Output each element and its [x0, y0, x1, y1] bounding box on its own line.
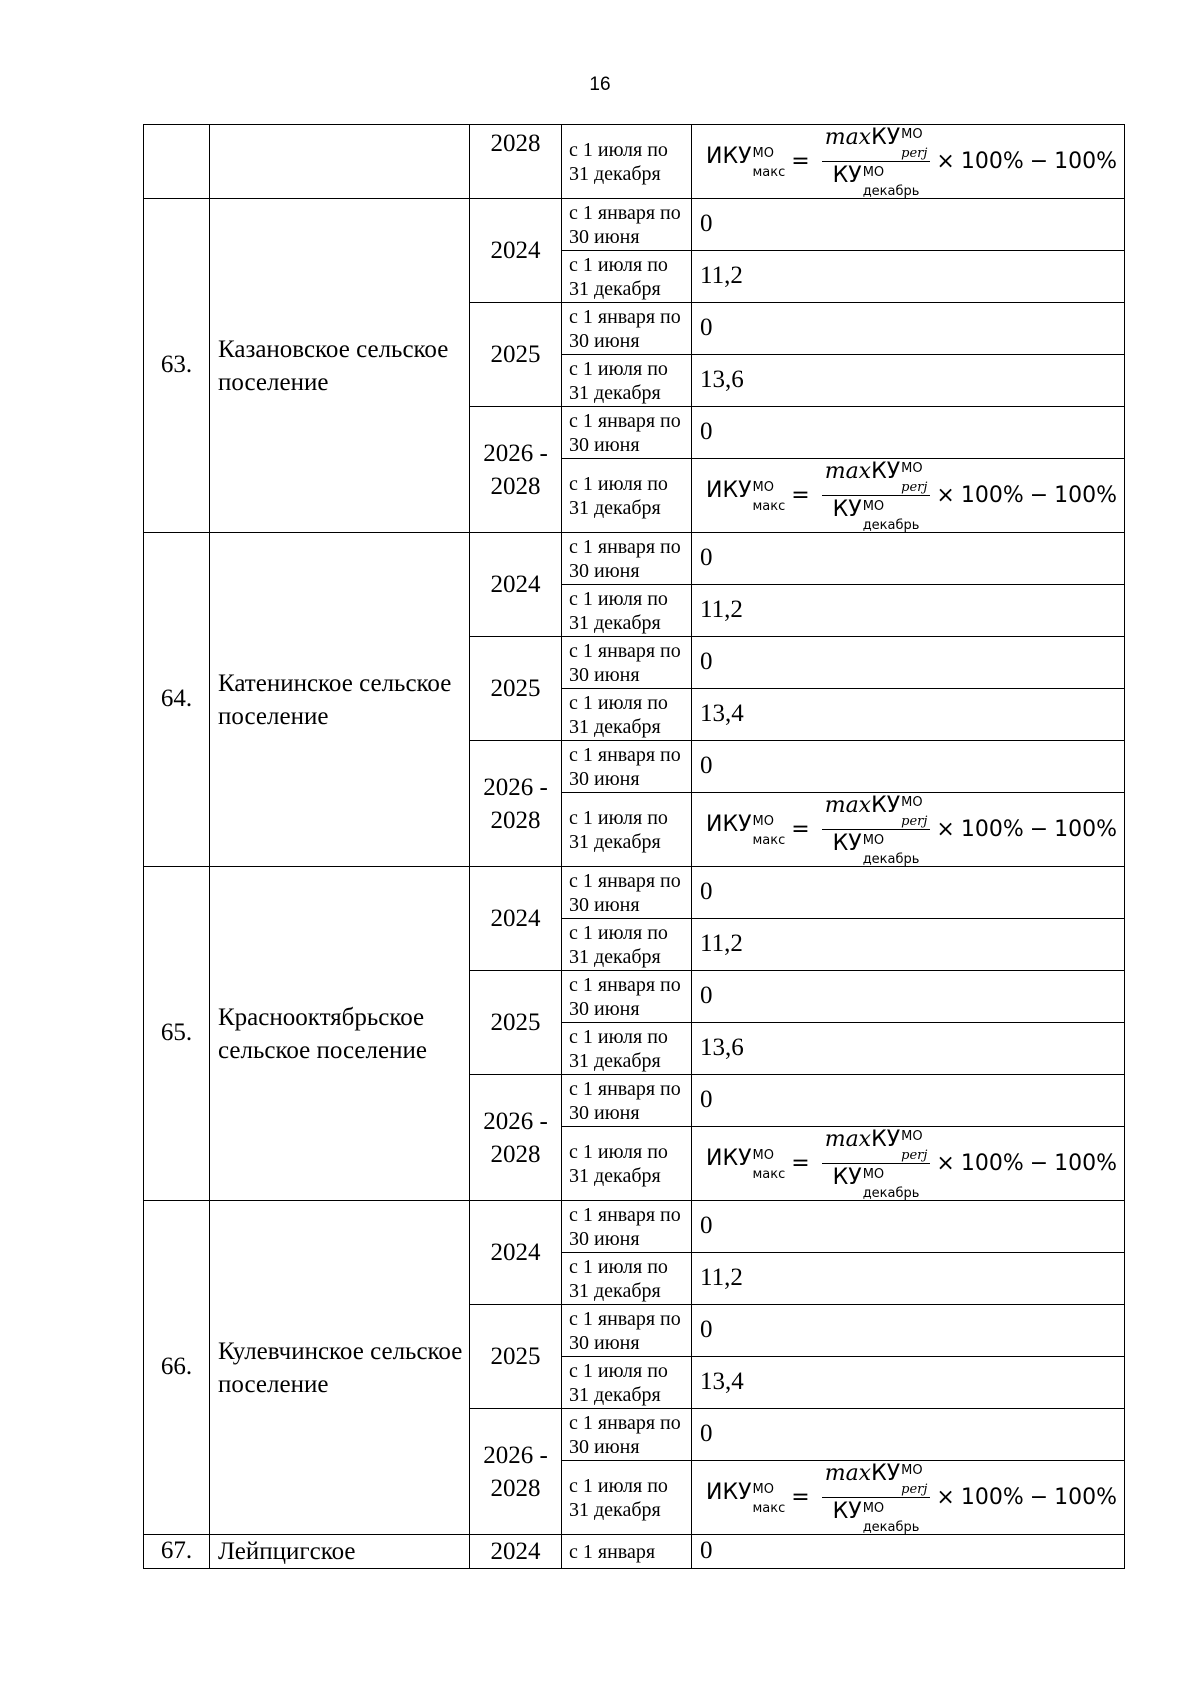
page-number: 16 [589, 74, 611, 95]
value-cell: 13,4 [692, 1357, 1125, 1409]
period-cell: с 1 января по 30 июня [562, 1201, 692, 1253]
value-cell: 13,4 [692, 689, 1125, 741]
period-cell: с 1 июля по 31 декабря [562, 355, 692, 407]
year-cell: 2026 - 2028 [470, 1409, 562, 1535]
settlement-name-cell: Казановское сельское поселение [210, 199, 470, 533]
period-cell: с 1 января по 30 июня [562, 533, 692, 585]
period-cell: с 1 января по 30 июня [562, 407, 692, 459]
row-number-cell: 66. [144, 1201, 210, 1535]
value-cell: 0 [692, 1409, 1125, 1461]
value-cell: 0 [692, 971, 1125, 1023]
value-cell: 0 [692, 637, 1125, 689]
period-cell: с 1 января по 30 июня [562, 637, 692, 689]
value-cell [692, 459, 1125, 533]
value-cell: 0 [692, 867, 1125, 919]
period-cell: с 1 января по 30 июня [562, 199, 692, 251]
period-cell: с 1 июля по 31 декабря [562, 1357, 692, 1409]
year-cell: 2024 [470, 867, 562, 971]
period-cell: с 1 июля по 31 декабря [562, 1023, 692, 1075]
formula: ИКУ МО макс = max КУ МО perj КУ МО декабрь × 100% − 100% [706, 1461, 1118, 1535]
year-cell: 2025 [470, 303, 562, 407]
table-row [144, 1535, 1125, 1569]
period-cell: с 1 июля по 31 декабря [562, 1461, 692, 1535]
table-row [144, 199, 1125, 251]
formula: ИКУ МО макс = max КУ МО perj КУ МО декабрь × 100% − 100% [706, 125, 1118, 199]
value-cell [692, 793, 1125, 867]
tariff-index-table [143, 124, 1125, 1569]
period-cell: с 1 июля по 31 декабря [562, 1127, 692, 1201]
value-cell [692, 1461, 1125, 1535]
value-cell: 13,6 [692, 1023, 1125, 1075]
period-cell: с 1 января по 30 июня [562, 971, 692, 1023]
value-cell: 0 [692, 1201, 1125, 1253]
value-cell: 11,2 [692, 1253, 1125, 1305]
value-cell [692, 125, 1125, 199]
period-cell: с 1 июля по 31 декабря [562, 919, 692, 971]
year-cell: 2026 - 2028 [470, 741, 562, 867]
period-cell: с 1 июля по 31 декабря [562, 1253, 692, 1305]
formula-fraction: max КУ МО perj КУ МО декабрь [822, 1461, 931, 1534]
year-cell: 2026 - 2028 [470, 1075, 562, 1201]
value-cell: 0 [692, 741, 1125, 793]
value-cell: 0 [692, 199, 1125, 251]
period-cell: с 1 января по 30 июня [562, 867, 692, 919]
settlement-name-cell: Катенинское сельское поселение [210, 533, 470, 867]
row-number-cell: 65. [144, 867, 210, 1201]
period-cell: с 1 июля по 31 декабря [562, 251, 692, 303]
value-cell: 0 [692, 1305, 1125, 1357]
row-number-cell: 67. [144, 1535, 210, 1569]
year-cell: 2028 [470, 125, 562, 199]
row-number-cell: 64. [144, 533, 210, 867]
value-cell: 0 [692, 1075, 1125, 1127]
period-cell: с 1 января [562, 1535, 692, 1569]
settlement-name-cell: Краснооктябрьское сельское поселение [210, 867, 470, 1201]
year-cell: 2025 [470, 637, 562, 741]
value-cell: 0 [692, 533, 1125, 585]
value-cell: 11,2 [692, 251, 1125, 303]
table-row [144, 533, 1125, 585]
value-cell [692, 1127, 1125, 1201]
row-number-cell: 63. [144, 199, 210, 533]
year-cell: 2026 - 2028 [470, 407, 562, 533]
value-cell: 11,2 [692, 919, 1125, 971]
year-cell: 2024 [470, 199, 562, 303]
period-cell: с 1 января по 30 июня [562, 1075, 692, 1127]
year-cell: 2025 [470, 971, 562, 1075]
period-cell: с 1 января по 30 июня [562, 741, 692, 793]
year-cell: 2024 [470, 1201, 562, 1305]
settlement-name-cell [210, 125, 470, 199]
year-cell: 2024 [470, 533, 562, 637]
formula-fraction: max КУ МО perj КУ МО декабрь [822, 459, 931, 532]
formula: ИКУ МО макс = max КУ МО perj КУ МО декабрь × 100% − 100% [706, 1127, 1118, 1201]
table-row [144, 125, 1125, 199]
period-cell: с 1 июля по 31 декабря [562, 585, 692, 637]
table-row [144, 1201, 1125, 1253]
settlement-name-cell: Кулевчинское сельское поселение [210, 1201, 470, 1535]
formula-fraction: max КУ МО perj КУ МО декабрь [822, 793, 931, 866]
value-cell: 11,2 [692, 585, 1125, 637]
formula: ИКУ МО макс = max КУ МО perj КУ МО декабрь × 100% − 100% [706, 793, 1118, 867]
period-cell: с 1 июля по 31 декабря [562, 689, 692, 741]
formula: ИКУ МО макс = max КУ МО perj КУ МО декабрь × 100% − 100% [706, 459, 1118, 533]
formula-fraction: max КУ МО perj КУ МО декабрь [822, 1127, 931, 1200]
period-cell: с 1 июля по 31 декабря [562, 793, 692, 867]
settlement-name-cell: Лейпцигское [210, 1535, 470, 1569]
row-number-cell [144, 125, 210, 199]
year-cell: 2024 [470, 1535, 562, 1569]
period-cell: с 1 января по 30 июня [562, 303, 692, 355]
value-cell: 0 [692, 303, 1125, 355]
table-row [144, 867, 1125, 919]
value-cell: 0 [692, 1535, 1125, 1569]
value-cell: 13,6 [692, 355, 1125, 407]
period-cell: с 1 января по 30 июня [562, 1305, 692, 1357]
period-cell: с 1 июля по 31 декабря [562, 125, 692, 199]
period-cell: с 1 января по 30 июня [562, 1409, 692, 1461]
value-cell: 0 [692, 407, 1125, 459]
period-cell: с 1 июля по 31 декабря [562, 459, 692, 533]
year-cell: 2025 [470, 1305, 562, 1409]
formula-fraction: max КУ МО perj КУ МО декабрь [822, 125, 931, 198]
